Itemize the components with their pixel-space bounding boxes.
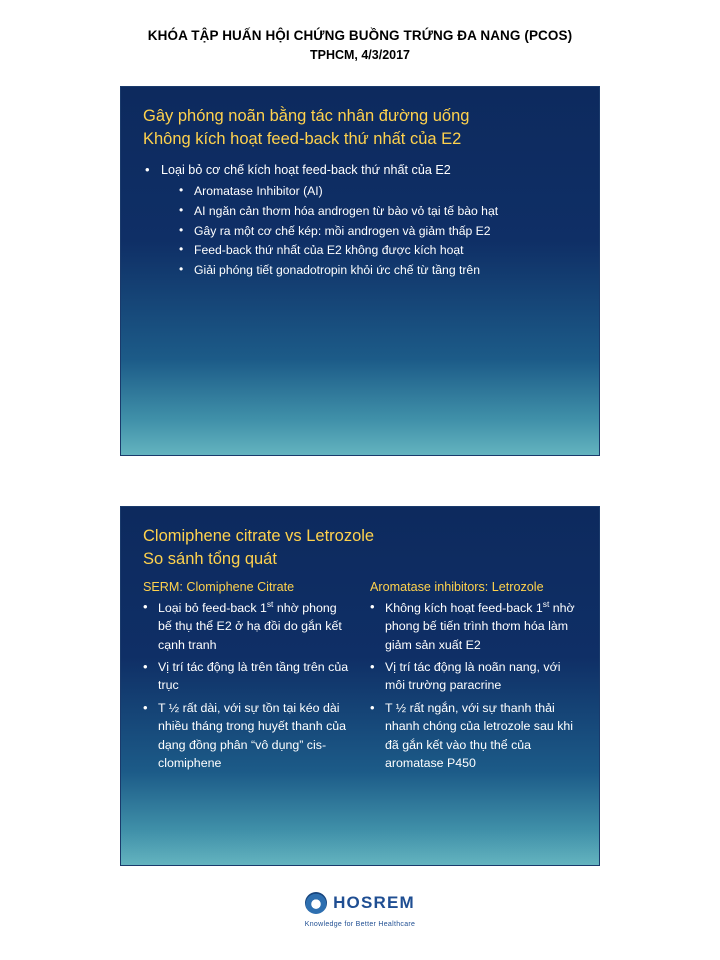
slide-2-columns <box>121 571 599 777</box>
slide-1-sub-list <box>161 182 581 281</box>
header-subtitle: TPHCM, 4/3/2017 <box>309 47 411 62</box>
sub-bullet-text: Giải phóng tiết gonadotropin khỏi ức chế từ tầng trên <box>194 263 480 278</box>
slide-2-right-column <box>370 579 579 777</box>
list-item <box>370 598 579 654</box>
slide-1-body-list <box>121 161 599 281</box>
slide-1-title <box>121 87 599 151</box>
right-item-text: T ½ rất ngắn, với sự thanh thải nhanh chóng của letrozole sau khi đã gắn kết vào thụ thể của aromatase P450 <box>385 700 574 770</box>
slide-1 <box>120 86 600 456</box>
slide-2 <box>120 506 600 866</box>
list-item <box>143 658 352 695</box>
globe-icon <box>305 892 327 914</box>
list-item <box>145 161 581 281</box>
header-title: KHÓA TẬP HUẤN HỘI CHỨNG BUỒNG TRỨNG ĐA NANG (PCOS) <box>147 28 573 43</box>
right-column-list <box>370 598 579 772</box>
list-item <box>370 699 579 772</box>
slide-1-title-line-2: Không kích hoạt feed-back thứ nhất của E2 <box>143 129 462 148</box>
list-item <box>179 261 581 281</box>
slide-2-title-line-1: Clomiphene citrate vs Letrozole <box>143 527 375 545</box>
logo-tagline: Knowledge for Better Healthcare <box>304 921 416 928</box>
list-item <box>370 658 579 695</box>
list-item <box>143 699 352 772</box>
list-item <box>179 182 581 202</box>
list-item <box>143 598 352 654</box>
document-header <box>0 0 720 64</box>
sub-bullet-text: Aromatase Inhibitor (AI) <box>194 184 323 199</box>
left-item-text: Vị trí tác động là trên tầng trên của trục <box>158 660 349 693</box>
hosrem-logo <box>305 892 415 914</box>
left-item-text: Loại bỏ feed-back 1st nhờ phong bế thụ thể E2 ở hạ đồi do gắn kết cạnh tranh <box>158 598 342 652</box>
sub-bullet-text: AI ngăn cản thơm hóa androgen từ bào vỏ tại tế bào hạt <box>194 203 499 218</box>
left-column-list <box>143 598 352 772</box>
sub-bullet-text: Gây ra một cơ chế kép: mồi androgen và giảm thấp E2 <box>194 223 491 238</box>
slide-2-title <box>121 507 599 571</box>
slide-2-title-line-2: So sánh tổng quát <box>143 549 277 568</box>
right-column-heading: Aromatase inhibitors: Letrozole <box>370 579 544 594</box>
right-item-text: Vị trí tác động là noãn nang, với môi trường paracrine <box>385 660 561 693</box>
list-item <box>179 202 581 222</box>
right-item-text: Không kích hoạt feed-back 1st nhờ phong bế tiến trình thơm hóa làm giảm sản xuất E2 <box>385 598 575 652</box>
slide-2-left-column <box>143 579 352 777</box>
document-footer <box>0 892 720 928</box>
slide-1-title-line-1: Gây phóng noãn bằng tác nhân đường uống <box>143 107 470 125</box>
sub-bullet-text: Feed-back thứ nhất của E2 không được kích hoạt <box>194 243 464 258</box>
slide-1-main-bullet: Loại bỏ cơ chế kích hoạt feed-back thứ nhất của E2 <box>161 162 451 177</box>
left-item-text: T ½ rất dài, với sự tồn tại kéo dài nhiều tháng trong huyết thanh của dạng đồng phân “vô dụng” cis-clomiphene <box>158 700 347 770</box>
logo-text: HOSREM <box>333 893 415 912</box>
list-item <box>179 222 581 242</box>
list-item <box>179 241 581 261</box>
left-column-heading: SERM: Clomiphene Citrate <box>143 579 295 594</box>
